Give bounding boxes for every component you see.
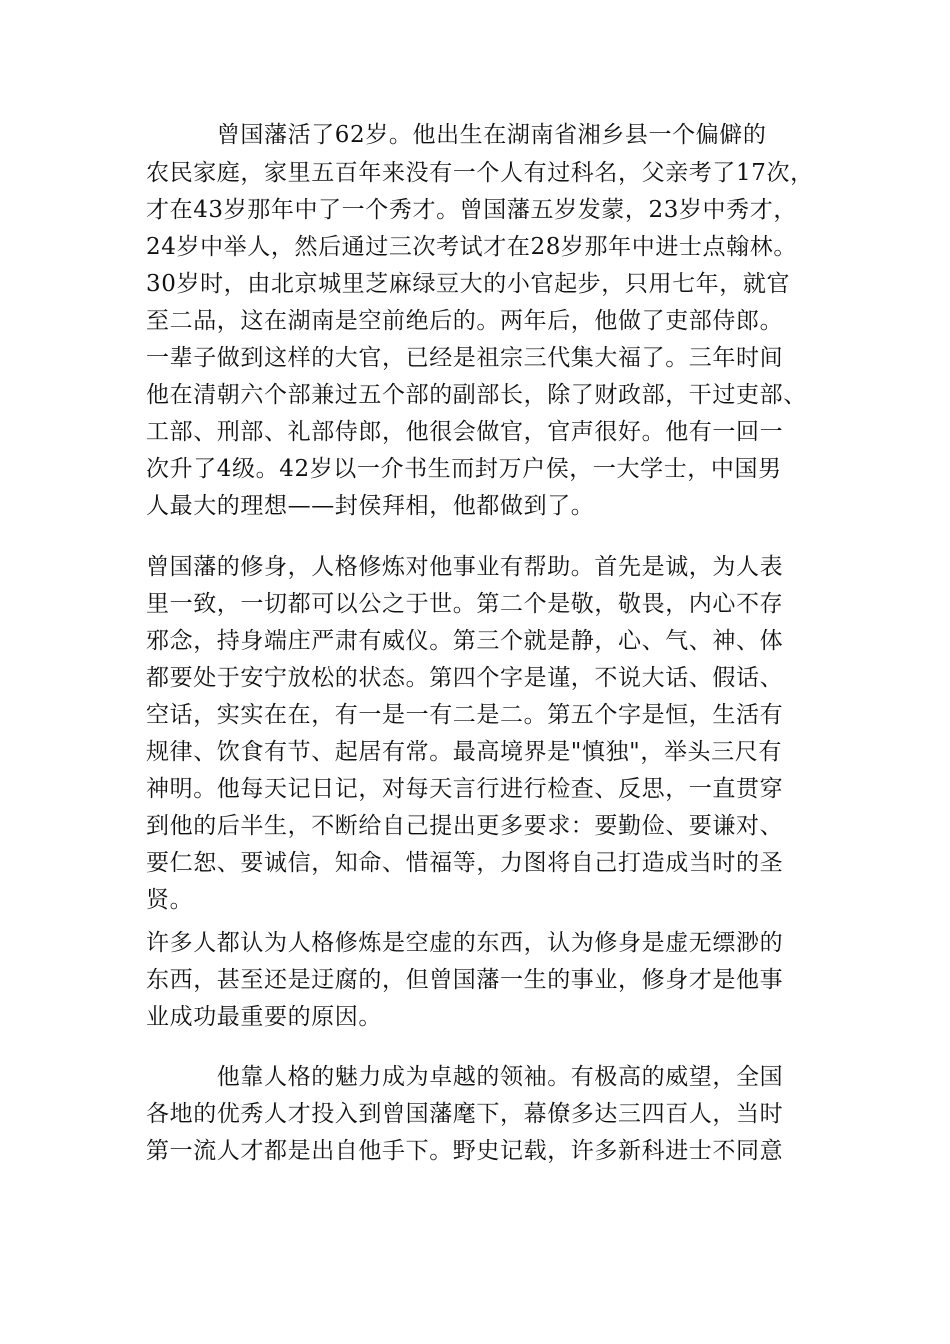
paragraph-4-line-1: 他靠人格的魅力成为卓越的领袖。有极高的威望，全国	[146, 1064, 784, 1090]
paragraph-3-line-3: 业成功最重要的原因。	[146, 1004, 382, 1030]
paragraph-1-line-7: 一辈子做到这样的大官，已经是祖宗三代集大福了。三年时间	[146, 345, 784, 371]
paragraph-1-line-3: 才在43岁那年中了一个秀才。曾国藩五岁发蒙，23岁中秀才，	[146, 197, 797, 223]
paragraph-3-line-1: 许多人都认为人格修炼是空虚的东西，认为修身是虚无缥渺的	[146, 930, 784, 956]
paragraph-1-line-10: 次升了4级。42岁以一介书生而封万户侯，一大学士，中国男	[146, 456, 782, 482]
paragraph-1-line-1: 曾国藩活了62岁。他出生在湖南省湘乡县一个偏僻的	[146, 122, 767, 148]
paragraph-1-line-9: 工部、刑部、礼部侍郎，他很会做官，官声很好。他有一回一	[146, 419, 784, 445]
paragraph-4-line-3: 第一流人才都是出自他手下。野史记载，许多新科进士不同意	[146, 1138, 784, 1164]
paragraph-2-line-7: 神明。他每天记日记，对每天言行进行检查、反思，一直贯穿	[146, 776, 784, 802]
paragraph-2-line-3: 邪念，持身端庄严肃有威仪。第三个就是静，心、气、神、体	[146, 628, 784, 654]
paragraph-2-line-4: 都要处于安宁放松的状态。第四个字是谨，不说大话、假话、	[146, 665, 784, 691]
paragraph-2-line-8: 到他的后半生，不断给自己提出更多要求：要勤俭、要谦对、	[146, 813, 784, 839]
paragraph-2-line-9: 要仁恕、要诚信，知命、惜福等，力图将自己打造成当时的圣	[146, 850, 784, 876]
paragraph-1-line-8: 他在清朝六个部兼过五个部的副部长，除了财政部，干过吏部、	[146, 382, 807, 408]
paragraph-1-line-11: 人最大的理想——封侯拜相，他都做到了。	[146, 493, 595, 519]
paragraph-2-line-10: 贤。	[146, 887, 194, 913]
paragraph-1-line-2: 农民家庭，家里五百年来没有一个人有过科名，父亲考了17次，	[146, 160, 814, 186]
paragraph-1-line-6: 至二品，这在湖南是空前绝后的。两年后，他做了吏部侍郎。	[146, 308, 784, 334]
paragraph-4-line-2: 各地的优秀人才投入到曾国藩麾下，幕僚多达三四百人，当时	[146, 1101, 784, 1127]
paragraph-2-line-2: 里一致，一切都可以公之于世。第二个是敬，敬畏，内心不存	[146, 591, 784, 617]
paragraph-2-line-5: 空话，实实在在，有一是一有二是二。第五个字是恒，生活有	[146, 702, 784, 728]
paragraph-2-line-6: 规律、饮食有节、起居有常。最高境界是"慎独"，举头三尺有	[146, 739, 782, 765]
paragraph-2-line-1: 曾国藩的修身，人格修炼对他事业有帮助。首先是诚，为人表	[146, 554, 784, 580]
paragraph-1-line-5: 30岁时，由北京城里芝麻绿豆大的小官起步，只用七年，就官	[146, 271, 791, 297]
paragraph-1-line-4: 24岁中举人，然后通过三次考试才在28岁那年中进士点翰林。	[146, 234, 797, 260]
paragraph-3-line-2: 东西，甚至还是迂腐的，但曾国藩一生的事业，修身才是他事	[146, 967, 784, 993]
